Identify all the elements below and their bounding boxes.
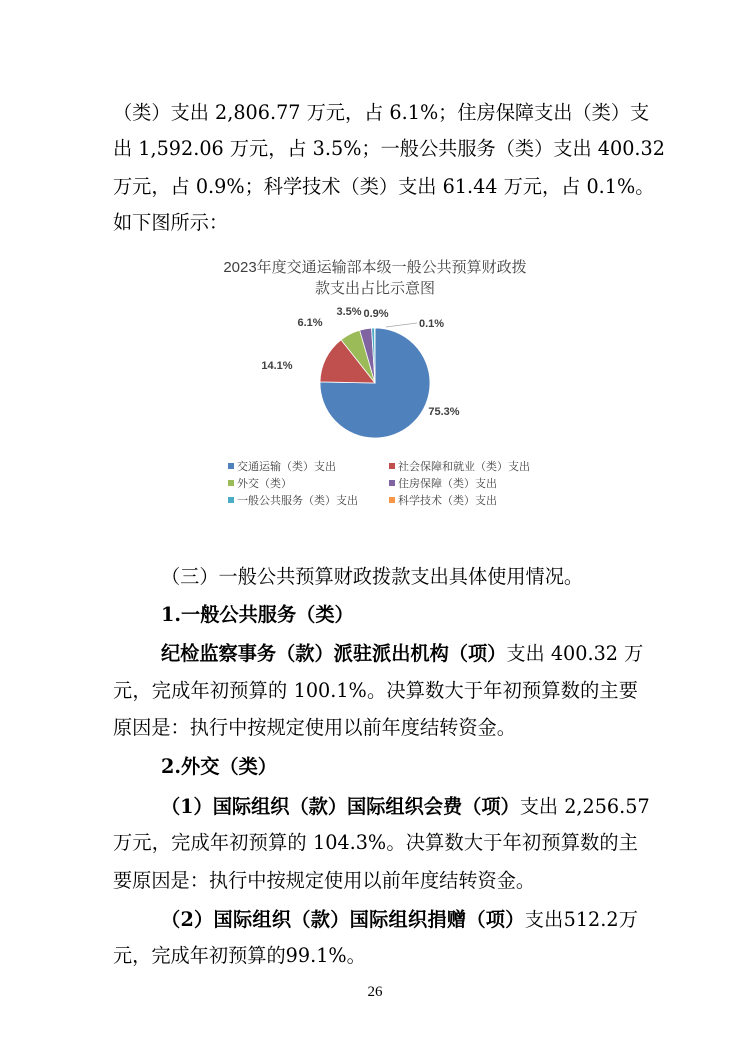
legend-label: 住房保障（类）支出 — [398, 478, 497, 490]
paragraph-line: 要原因是：执行中按规定使用以前年度结转资金。 — [113, 869, 536, 892]
data-label: 0.9% — [363, 308, 389, 320]
legend-swatch — [228, 463, 234, 469]
chart-title: 款支出占比示意图 — [314, 280, 436, 297]
pie-chart — [200, 255, 570, 525]
paragraph-line: 原因是：执行中按规定使用以前年度结转资金。 — [113, 716, 516, 739]
paragraph-line: 如下图所示： — [113, 211, 229, 234]
legend-swatch — [389, 497, 395, 503]
item-text: 支出 2,256.57 — [519, 795, 650, 818]
paragraph-line: 元，完成年初预算的 100.1%。决算数大于年初预算数的主要 — [113, 679, 638, 702]
data-label: 0.1% — [419, 318, 445, 330]
data-label: 14.1% — [261, 360, 293, 372]
data-label: 6.1% — [297, 317, 323, 329]
item-title: （1）国际组织（款）国际组织会费（项） — [161, 795, 520, 818]
legend-label: 一般公共服务（类）支出 — [237, 495, 358, 507]
paragraph-line: 元，完成年初预算的99.1%。 — [113, 944, 366, 967]
item-line — [161, 642, 644, 666]
chart-title: 2023年度交通运输部本级一般公共预算财政拨 — [223, 259, 527, 276]
legend-label: 交通运输（类）支出 — [237, 461, 336, 473]
item-text: 支出512.2万 — [524, 908, 638, 931]
legend-swatch — [228, 497, 234, 503]
legend-swatch — [389, 463, 395, 469]
item-title: 纪检监察事务（款）派驻派出机构（项） — [161, 642, 507, 665]
leader-line — [386, 323, 417, 327]
subsection-heading: 2.外交（类） — [161, 755, 277, 778]
paragraph-line: 万元，占 0.9%；科学技术（类）支出 61.44 万元，占 0.1%。 — [113, 175, 655, 198]
data-label: 75.3% — [428, 406, 460, 418]
page-number: 26 — [367, 984, 383, 1000]
item-line — [161, 795, 650, 819]
item-line — [161, 908, 638, 932]
paragraph-line: 万元，完成年初预算的 104.3%。决算数大于年初预算数的主 — [113, 831, 638, 854]
legend-label: 科学技术（类）支出 — [398, 495, 497, 507]
paragraph-line: 出 1,592.06 万元，占 3.5%；一般公共服务（类）支出 400.32 — [113, 137, 665, 160]
paragraph-line: （类）支出 2,806.77 万元，占 6.1%；住房保障支出（类）支 — [113, 101, 650, 124]
item-title: （2）国际组织（款）国际组织捐赠（项） — [161, 908, 525, 931]
legend-swatch — [228, 480, 234, 486]
data-label: 3.5% — [336, 306, 362, 318]
legend-label: 外交（类） — [237, 478, 292, 490]
item-text: 支出 400.32 万 — [506, 642, 644, 665]
subsection-heading: 1.一般公共服务（类） — [161, 603, 354, 626]
legend-label: 社会保障和就业（类）支出 — [398, 461, 530, 473]
legend-swatch — [389, 480, 395, 486]
section-heading: （三）一般公共预算财政拨款支出具体使用情况。 — [161, 565, 584, 588]
